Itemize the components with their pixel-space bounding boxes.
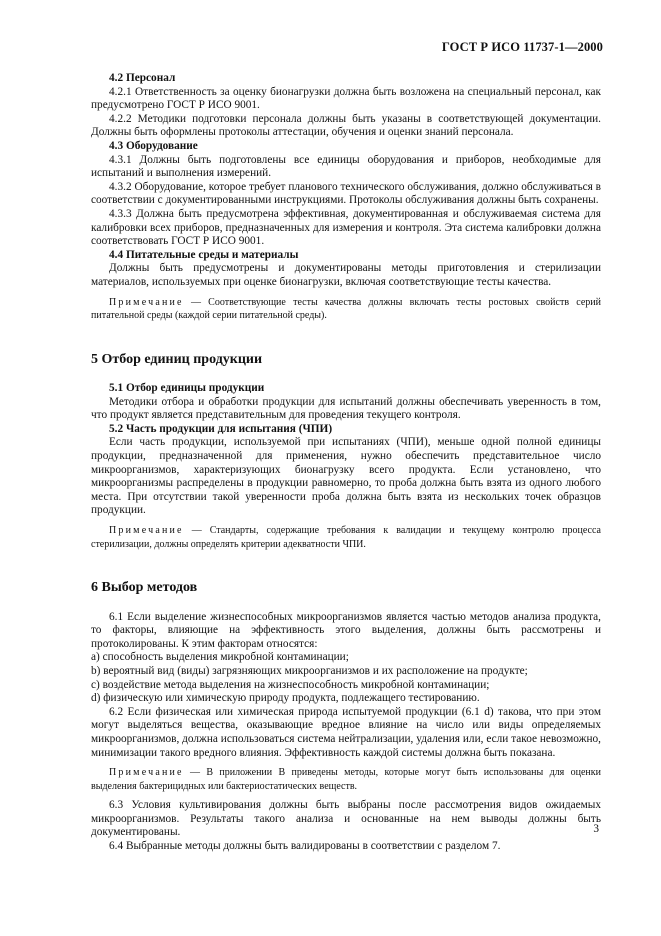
section-6-title: 6 Выбор методов [91, 580, 198, 596]
paragraph-6-1: 6.1 Если выделение жизнеспособных микроорганизмов является частью методов анализа продукта, то факторы, влияющие на эффективность этого выделения, должны быть рассмотрены и протоколированы. К этим факторам относятся: [91, 610, 601, 650]
paragraph-6-2: 6.2 Если физическая или химическая природа испытуемой продукции (6.1 d) такова, что при этом могут выделяться вещества, оказывающие вредное влияние на число или виды определяемых микроорганизмов, должна использоваться система нейтрализации, удаления или, если такое невозможно, минимизации такого вредного влияния. Эффективность каждой системы должна быть показана. [91, 705, 601, 759]
paragraph-4-3-3: 4.3.3 Должна быть предусмотрена эффективная, документированная и обслуживаемая система для калибровки всех приборов, предназначенных для измерения и контроля. Эта система калибровки должна соответствовать ГОСТ Р ИСО 9001. [91, 207, 601, 248]
list-item-d: d) физическую или химическую природу продукта, подлежащего тестированию. [91, 692, 480, 705]
page-number: 3 [593, 823, 599, 835]
list-item-b: b) вероятный вид (виды) загрязняющих микроорганизмов и их расположение на продукте; [91, 665, 528, 677]
note-2-text: — Стандарты, содержащие требования к валидации и текущему контролю процесса стерилизации, должны определять критерии адекватности ЧПИ. [91, 525, 601, 550]
note-label: Примечание [109, 525, 184, 537]
note-1-text: — Соответствующие тесты качества должны включать тесты ростовых свойств серий питательной среды (каждой серии питательной среды). [91, 296, 601, 321]
subsection-4-4-title: 4.4 Питательные среды и материалы [109, 248, 299, 261]
list-item-c: c) воздействие метода выделения на жизнеспособность микробной контаминации; [91, 678, 490, 691]
paragraph-4-3-1: 4.3.1 Должны быть подготовлены все единицы оборудования и приборов, необходимые для испытаний и выполнения измерений. [91, 153, 601, 180]
section-5-title: 5 Отбор единиц продукции [91, 351, 263, 367]
note-3 [91, 766, 601, 793]
note-3-text: — В приложении В приведены методы, которые могут быть использованы для оценки выделения бактерицидных или бактериостатических веществ. [91, 767, 601, 792]
note-2 [91, 524, 601, 551]
subsection-5-1-title: 5.1 Отбор единицы продукции [109, 382, 265, 395]
note-label: Примечание [109, 296, 184, 308]
paragraph-6-4: 6.4 Выбранные методы должны быть валидированы в соответствии с разделом 7. [109, 839, 501, 852]
list-item-a: a) способность выделения микробной контаминации; [91, 651, 349, 664]
subsection-4-2-title: 4.2 Персонал [109, 72, 176, 84]
note-label: Примечание [109, 767, 184, 779]
note-1 [91, 296, 601, 323]
subsection-5-2-title: 5.2 Часть продукции для испытания (ЧПИ) [109, 422, 333, 435]
paragraph-4-3-2: 4.3.2 Оборудование, которое требует планового технического обслуживания, должно обслуживаться в соответствии с документированными инструкциями. Протоколы обслуживания должны быть сохранены. [91, 180, 601, 207]
subsection-4-3-title: 4.3 Оборудование [109, 139, 198, 152]
paragraph-5-2: Если часть продукции, используемой при испытаниях (ЧПИ), меньше одной полной единицы продукции, предназначенной для применения, нужно обеспечить представительное число микроорганизмов, характеризующих бионагрузку всего продукта. Если установлено, что микроорганизмы распределены в продукции равномерно, то проба должна быть взята из одного любого места. При отсутствии такой уверенности проба должна быть взята из нескольких точек образцов продукции. [91, 436, 601, 517]
paragraph-4-2-1: 4.2.1 Ответственность за оценку бионагрузки должна быть возложена на специальный персонал, как предусмотрено ГОСТ Р ИСО 9001. [91, 85, 601, 112]
page-header: ГОСТ Р ИСО 11737-1—2000 [441, 40, 603, 54]
paragraph-6-3: 6.3 Условия культивирования должны быть выбраны после рассмотрения видов ожидаемых микроорганизмов. Результаты такого анализа и основанные на нем выводы должны быть документированы. [91, 799, 601, 839]
page-content [91, 72, 601, 854]
paragraph-4-2-2: 4.2.2 Методики подготовки персонала должны быть указаны в соответствующей документации. Должны быть оформлены протоколы аттестации, обучения и оценки знаний персонала. [91, 112, 601, 139]
paragraph-4-4: Должны быть предусмотрены и документированы методы приготовления и стерилизации материалов, используемых при оценке бионагрузки, включая соответствующие тесты качества. [91, 262, 601, 288]
paragraph-5-1: Методики отбора и обработки продукции для испытаний должны обеспечивать уверенность в том, что продукт является представительным для проведения текущего контроля. [91, 395, 601, 422]
